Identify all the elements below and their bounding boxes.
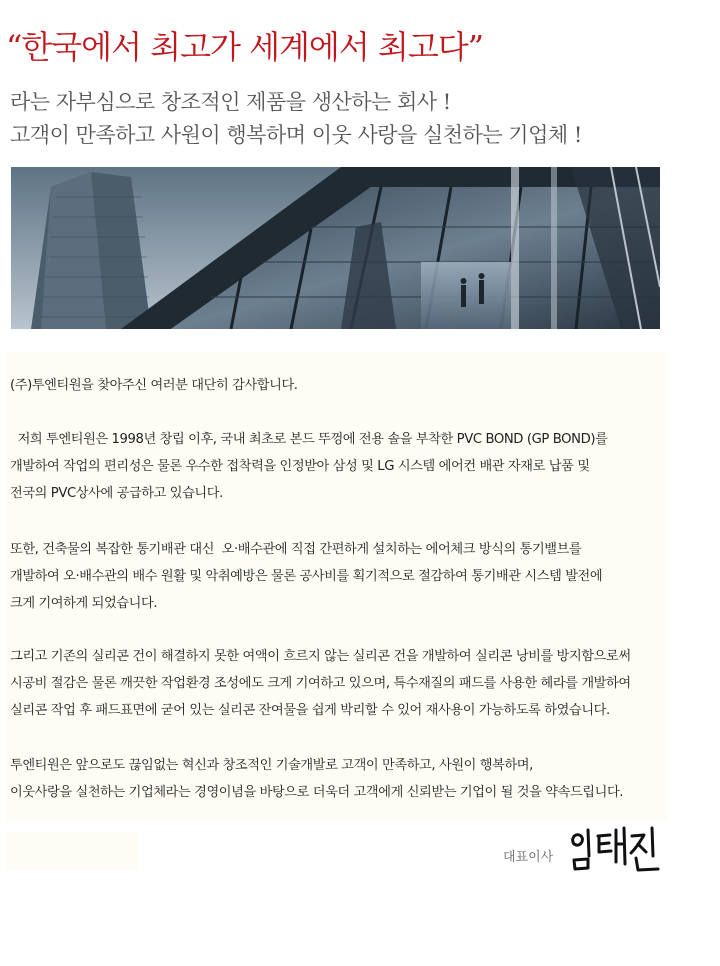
page-headline: “한국에서 최고가 세계에서 최고다” [6,28,484,66]
signature-handwriting-icon [566,822,666,882]
building-photo-illustration [11,167,660,329]
paragraph-line: 전국의 PVC상사에 공급하고 있습니다. [10,486,223,501]
paragraph-line: 실리콘 작업 후 패드표면에 굳어 있는 실리콘 잔여물을 쉽게 박리할 수 있어 재사용이 가능하도록 하였습니다. [10,703,610,718]
paragraph-line: 그리고 기존의 실리콘 건이 해결하지 못한 여액이 흐르지 않는 실리콘 건을 개발하여 실리콘 낭비를 방지함으로써 [10,649,631,664]
paragraph-line: 크게 기여하게 되었습니다. [10,596,158,611]
greeting-paragraph-5 [10,752,623,806]
footer-note-box [6,832,138,870]
paragraph-line: 저희 투엔티원은 1998년 창립 이후, 국내 최초로 본드 뚜껑에 전용 솔을 부착한 PVC BOND (GP BOND)를 [10,432,608,447]
paragraph-line: 개발하여 작업의 편리성은 물론 우수한 접착력을 인정받아 삼성 및 LG 시스템 에어컨 배관 자재로 납품 및 [10,459,590,474]
building-photo [11,167,660,329]
greeting-paragraph-4 [10,643,631,724]
ceo-signature [566,822,666,882]
ceo-title-label: 대표이사 [503,850,554,865]
subheading-line-1: 라는 자부심으로 창조적인 제품을 생산하는 회사 ! [10,90,451,114]
greeting-paragraph-3 [10,536,602,617]
paragraph-line: 투엔티원은 앞으로도 끊임없는 혁신과 창조적인 기술개발로 고객이 만족하고, 사원이 행복하며, [10,758,533,773]
paragraph-line: 또한, 건축물의 복잡한 통기배관 대신 오·배수관에 직접 간편하게 설치하는 에어체크 방식의 통기밸브를 [10,542,582,557]
greeting-paragraph-2 [10,426,607,507]
paragraph-line: 시공비 절감은 물론 깨끗한 작업환경 조성에도 크게 기여하고 있으며, 특수재질의 패드를 사용한 헤라를 개발하여 [10,676,631,691]
paragraph-line: (주)투엔티원을 찾아주신 여러분 대단히 감사합니다. [10,378,298,393]
greeting-paragraph-1 [10,372,298,399]
paragraph-line: 이웃사랑을 실천하는 기업체라는 경영이념을 바탕으로 더욱더 고객에게 신뢰받는 기업이 될 것을 약속드립니다. [10,785,624,800]
paragraph-line: 개발하여 오·배수관의 배수 원활 및 악취예방은 물론 공사비를 획기적으로 절감하여 통기배관 시스템 발전에 [10,569,603,584]
subheading-line-2: 고객이 만족하고 사원이 행복하며 이웃 사랑을 실천하는 기업체 ! [10,123,582,147]
